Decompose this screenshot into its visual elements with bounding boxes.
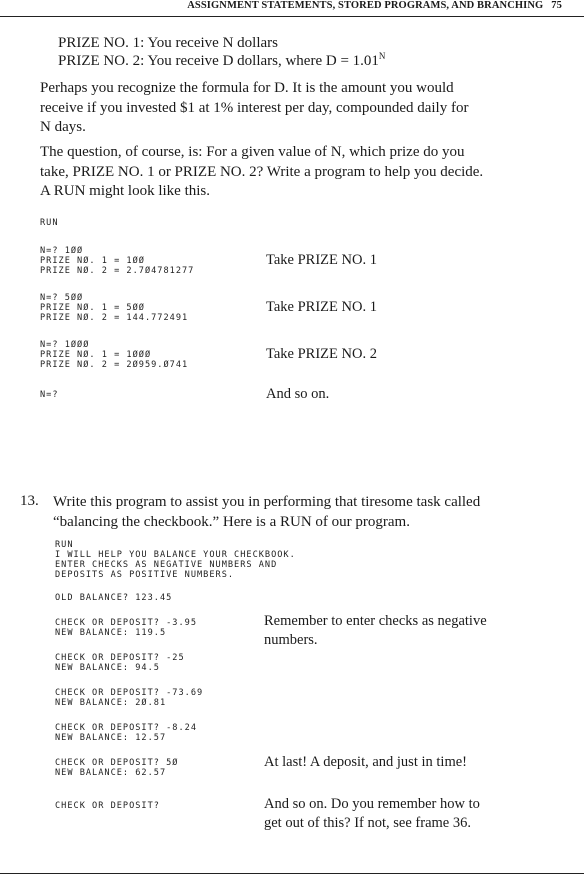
new-balance-line: NEW BALANCE: 62.57 xyxy=(55,768,167,778)
paragraph-line: N days. xyxy=(40,119,86,135)
margin-note-deposit: At last! A deposit, and just in time! xyxy=(264,754,467,770)
prize-run-output: PRIZE NØ. 2 = 2Ø959.Ø741 xyxy=(40,360,189,370)
check-deposit-prompt: CHECK OR DEPOSIT? -3.95 xyxy=(55,618,197,628)
prize-run-output: PRIZE NØ. 2 = 144.772491 xyxy=(40,313,189,323)
prize-1-line: PRIZE NO. 1: You receive N dollars xyxy=(58,35,278,51)
check-deposit-final-prompt: CHECK OR DEPOSIT? xyxy=(55,801,160,811)
note-line: numbers. xyxy=(264,632,318,648)
note-line: And so on. Do you remember how to xyxy=(264,796,480,812)
margin-note-remember xyxy=(264,612,487,650)
paragraph-line: A RUN might look like this. xyxy=(40,183,211,199)
paragraph-question xyxy=(40,143,483,202)
paragraph-line: Write this program to assist you in performing that tiresome task called xyxy=(53,494,481,510)
prize-2-text: PRIZE NO. 2: You receive D dollars, where D = 1.01 xyxy=(58,53,379,69)
prize-run-note: Take PRIZE NO. 1 xyxy=(266,252,377,268)
new-balance-line: NEW BALANCE: 12.57 xyxy=(55,733,167,743)
note-line: Remember to enter checks as negative xyxy=(264,613,487,629)
new-balance-line: NEW BALANCE: 119.5 xyxy=(55,628,167,638)
paragraph-line: “balancing the checkbook.” Here is a RUN of our program. xyxy=(53,513,410,530)
page-number: 75 xyxy=(551,0,562,11)
new-balance-line: NEW BALANCE: 2Ø.81 xyxy=(55,698,167,708)
item-number: 13. xyxy=(20,493,39,509)
check-deposit-prompt: CHECK OR DEPOSIT? -8.24 xyxy=(55,723,197,733)
header-title: ASSIGNMENT STATEMENTS, STORED PROGRAMS, AND BRANCHING xyxy=(187,0,544,11)
prize-run-note: Take PRIZE NO. 2 xyxy=(266,346,377,362)
paragraph-line: The question, of course, is: For a given value of N, which prize do you xyxy=(40,144,465,160)
prize-run-output: PRIZE NØ. 2 = 2.7Ø4781277 xyxy=(40,266,195,276)
paragraph-line: receive if you invested $1 at 1% interest per day, compounded daily for xyxy=(40,99,469,116)
checkbook-run-line: RUN xyxy=(55,540,74,550)
prize-2-exponent: N xyxy=(378,51,386,61)
footer-rule xyxy=(0,873,584,874)
running-header xyxy=(187,0,562,11)
note-line: get out of this? If not, see frame 36. xyxy=(264,815,471,831)
prize-run-note: Take PRIZE NO. 1 xyxy=(266,299,377,315)
check-deposit-prompt: CHECK OR DEPOSIT? -25 xyxy=(55,653,185,663)
header-rule xyxy=(0,16,584,17)
check-deposit-prompt: CHECK OR DEPOSIT? -73.69 xyxy=(55,688,204,698)
prize-run-input: N=? 5ØØ xyxy=(40,293,84,303)
prize-run-output: PRIZE NØ. 1 = 1ØØØ xyxy=(40,350,152,360)
new-balance-line: NEW BALANCE: 94.5 xyxy=(55,663,160,673)
run-label: RUN xyxy=(40,218,59,228)
prize-run-input: N=? 1ØØØ xyxy=(40,340,90,350)
paragraph-formula xyxy=(40,79,468,138)
old-balance-line: OLD BALANCE? 123.45 xyxy=(55,593,173,603)
check-deposit-prompt: CHECK OR DEPOSIT? 5Ø xyxy=(55,758,179,768)
prize-run-final-note: And so on. xyxy=(266,386,330,402)
prize-run-output: PRIZE NØ. 1 = 5ØØ xyxy=(40,303,145,313)
prize-run-input: N=? 1ØØ xyxy=(40,246,84,256)
item-13-text xyxy=(53,493,480,532)
prize-run-output: PRIZE NØ. 1 = 1ØØ xyxy=(40,256,145,266)
paragraph-line: Perhaps you recognize the formula for D. It is the amount you would xyxy=(40,80,454,96)
prize-run-final-prompt: N=? xyxy=(40,390,59,400)
checkbook-run-line: DEPOSITS AS POSITIVE NUMBERS. xyxy=(55,570,235,580)
checkbook-run-line: ENTER CHECKS AS NEGATIVE NUMBERS AND xyxy=(55,560,278,570)
paragraph-line: take, PRIZE NO. 1 or PRIZE NO. 2? Write a program to help you decide. xyxy=(40,163,484,180)
checkbook-run-line: I WILL HELP YOU BALANCE YOUR CHECKBOOK. xyxy=(55,550,296,560)
prize-2-line xyxy=(58,52,385,71)
margin-note-so-on xyxy=(264,795,480,833)
